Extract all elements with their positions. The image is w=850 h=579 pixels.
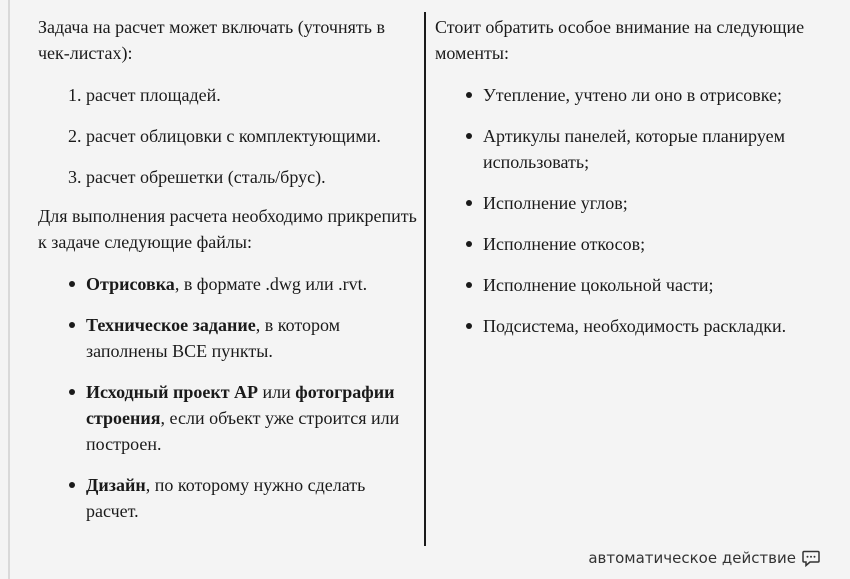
list-item: Подсистема, необходимость раскладки. xyxy=(483,313,835,339)
list-item: Утепление, учтено ли оно в отрисовке; xyxy=(483,82,835,108)
bold-term: фотографии строения xyxy=(86,382,395,428)
list-item xyxy=(86,472,418,524)
files-intro: Для выполнения расчета необходимо прикрепить к задаче следующие файлы: xyxy=(38,206,417,252)
list-item: Исполнение откосов; xyxy=(483,231,835,257)
bold-term: Отрисовка xyxy=(86,274,175,294)
item-text: , если объект уже строится или построен. xyxy=(86,408,400,454)
bold-term: Исходный проект АР xyxy=(86,382,259,402)
auto-action-footer[interactable] xyxy=(588,549,820,567)
bold-term: Техническое задание xyxy=(86,315,256,335)
bold-term: Дизайн xyxy=(86,475,146,495)
chat-bubble-icon[interactable] xyxy=(802,550,820,567)
left-column xyxy=(38,14,418,539)
item-text: , в котором заполнены ВСЕ пункты. xyxy=(86,315,341,361)
list-item: 1. расчет площадей. xyxy=(86,82,418,108)
files-list xyxy=(38,271,418,524)
list-item xyxy=(86,271,418,297)
item-text: , по которому нужно сделать расчет. xyxy=(86,475,366,521)
auto-action-label: автоматическое действие xyxy=(588,549,796,567)
column-divider xyxy=(424,12,426,546)
list-item: 3. расчет обрешетки (сталь/брус). xyxy=(86,164,418,190)
item-text: или xyxy=(258,382,296,402)
attention-intro: Стоит обратить особое внимание на следующие моменты: xyxy=(435,17,805,63)
list-item xyxy=(86,312,418,364)
left-border-line xyxy=(8,0,10,579)
right-column xyxy=(435,14,835,354)
list-item: Исполнение цокольной части; xyxy=(483,272,835,298)
list-item xyxy=(86,379,418,457)
item-text: , в формате .dwg или .rvt. xyxy=(174,274,368,294)
calc-items-list xyxy=(38,82,418,190)
list-item: Исполнение углов; xyxy=(483,190,835,216)
attention-list xyxy=(435,82,835,339)
calc-task-intro: Задача на расчет может включать (уточнять в чек-листах): xyxy=(38,17,385,63)
list-item: Артикулы панелей, которые планируем использовать; xyxy=(483,123,835,175)
list-item: 2. расчет облицовки с комплектующими. xyxy=(86,123,418,149)
